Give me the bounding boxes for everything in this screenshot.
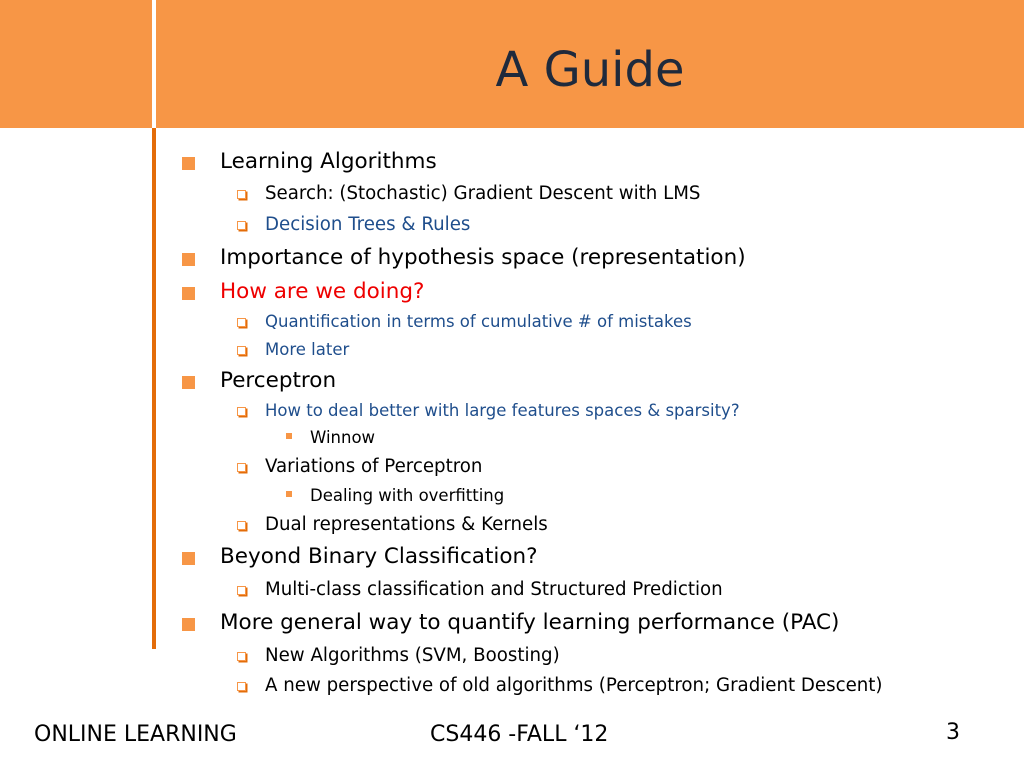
bullet-text: More later xyxy=(265,340,350,359)
square-bullet-icon xyxy=(182,618,195,631)
bullet-text: Dealing with overfitting xyxy=(310,486,505,505)
bullet-text: Beyond Binary Classification? xyxy=(220,544,538,569)
checkbox-bullet-icon xyxy=(237,346,246,355)
square-bullet-icon xyxy=(182,552,195,565)
checkbox-bullet-icon xyxy=(237,190,246,199)
square-bullet-icon xyxy=(182,376,195,389)
bullet-text: Learning Algorithms xyxy=(220,149,437,174)
checkbox-bullet-icon xyxy=(237,318,246,327)
checkbox-bullet-icon xyxy=(237,521,246,530)
checkbox-bullet-icon xyxy=(237,221,246,230)
square-bullet-icon xyxy=(182,287,195,300)
bullet-text: Variations of Perceptron xyxy=(265,456,483,477)
square-bullet-icon xyxy=(182,253,195,266)
bullet-text: New Algorithms (SVM, Boosting) xyxy=(265,645,560,666)
small-square-bullet-icon xyxy=(286,433,292,439)
checkbox-bullet-icon xyxy=(237,407,246,416)
bullet-text: A new perspective of old algorithms (Perceptron; Gradient Descent) xyxy=(265,675,883,696)
small-square-bullet-icon xyxy=(286,491,292,497)
bullet-text: How to deal better with large features spaces & sparsity? xyxy=(265,401,740,420)
checkbox-bullet-icon xyxy=(237,586,246,595)
bullet-text: Dual representations & Kernels xyxy=(265,514,548,535)
bullet-text: Winnow xyxy=(310,428,376,447)
bullet-text: Decision Trees & Rules xyxy=(265,214,471,235)
slide-title: A Guide xyxy=(495,42,685,98)
footer-center: CS446 -FALL ‘12 xyxy=(430,722,609,747)
bullet-text: Perceptron xyxy=(220,368,337,393)
bullet-text: More general way to quantify learning performance (PAC) xyxy=(220,610,840,635)
checkbox-bullet-icon xyxy=(237,682,246,691)
checkbox-bullet-icon xyxy=(237,652,246,661)
bullet-text: Importance of hypothesis space (representation) xyxy=(220,245,746,270)
bullet-text: How are we doing? xyxy=(220,279,425,304)
square-bullet-icon xyxy=(182,157,195,170)
footer-left: ONLINE LEARNING xyxy=(34,722,237,747)
bullet-text: Multi-class classification and Structured Prediction xyxy=(265,579,723,600)
checkbox-bullet-icon xyxy=(237,463,246,472)
bullet-text: Search: (Stochastic) Gradient Descent with LMS xyxy=(265,183,701,204)
page-number: 3 xyxy=(946,720,960,745)
bullet-text: Quantification in terms of cumulative # of mistakes xyxy=(265,312,692,331)
